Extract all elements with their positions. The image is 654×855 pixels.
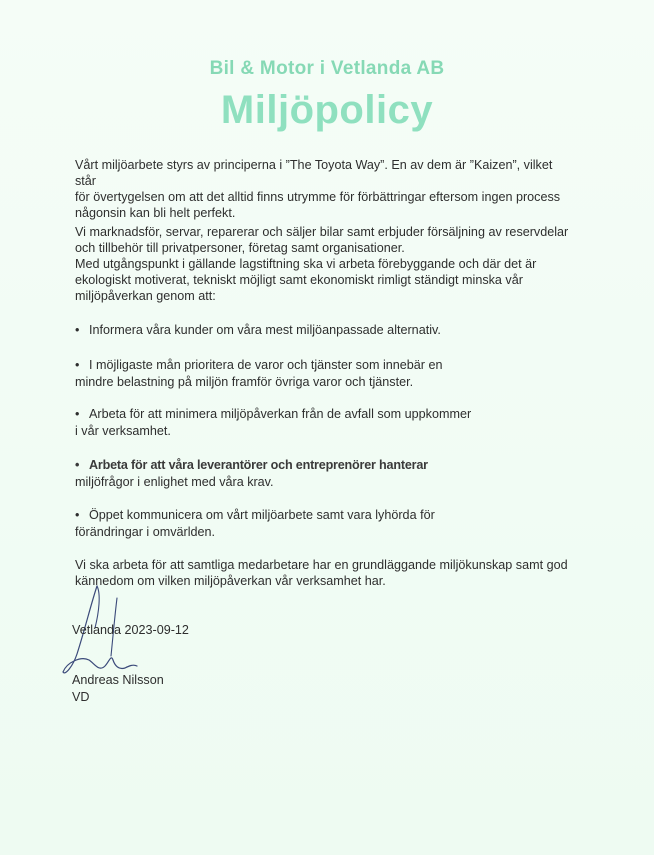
bullet-line: Arbeta för att minimera miljöpåverkan från de avfall som uppkommer	[89, 407, 472, 421]
signer-name: Andreas Nilsson	[72, 673, 164, 687]
paragraph-line: Vi ska arbeta för att samtliga medarbetare har en grundläggande miljökunskap samt god	[75, 558, 568, 572]
business-paragraph	[75, 224, 575, 304]
paragraph-line: Vi marknadsför, servar, reparerar och säljer bilar samt erbjuder försäljning av reservdelar	[75, 225, 569, 239]
paragraph-line: kännedom om vilken miljöpåverkan vår verksamhet har.	[75, 574, 386, 588]
paragraph-line: och tillbehör till privatpersoner, företag samt organisationer.	[75, 241, 405, 255]
paragraph-line: miljöpåverkan genom att:	[75, 289, 216, 303]
bullet-line: Informera våra kunder om våra mest miljöanpassade alternativ.	[89, 323, 441, 337]
bullet-item	[75, 457, 575, 491]
place-date: Vetlanda 2023-09-12	[72, 623, 189, 637]
paragraph-line: ekologiskt motiverat, tekniskt möjligt samt ekonomiskt rimligt ständigt minska vår	[75, 273, 523, 287]
bullet-icon: •	[75, 358, 80, 372]
bullet-line: Arbeta för att våra leverantörer och entreprenörer hanterar	[89, 458, 428, 472]
bullet-icon: •	[75, 407, 80, 421]
bullet-icon: •	[75, 323, 80, 337]
bullet-icon: •	[75, 508, 80, 522]
bullet-line: miljöfrågor i enlighet med våra krav.	[75, 475, 274, 489]
bullet-line: i vår verksamhet.	[75, 424, 171, 438]
bullet-item	[75, 406, 575, 440]
bullet-line: I möjligaste mån prioritera de varor och tjänster som innebär en	[89, 358, 443, 372]
bullet-icon: •	[75, 458, 80, 472]
bullet-line: Öppet kommunicera om vårt miljöarbete samt vara lyhörda för	[89, 508, 435, 522]
bullet-line: mindre belastning på miljön framför övriga varor och tjänster.	[75, 375, 414, 389]
page-title: Miljöpolicy	[220, 88, 434, 132]
closing-paragraph	[75, 557, 575, 589]
paragraph-line: för övertygelsen om att det alltid finns utrymme för förbättringar eftersom ingen process	[75, 190, 561, 204]
bullet-item	[75, 322, 575, 339]
bullet-item	[75, 507, 575, 541]
bullet-line: förändringar i omvärlden.	[75, 525, 216, 539]
company-name: Bil & Motor i Vetlanda AB	[209, 58, 445, 79]
bullet-item	[75, 357, 575, 391]
paragraph-line: någonsin kan bli helt perfekt.	[75, 206, 236, 220]
paragraph-line: Med utgångspunkt i gällande lagstiftning ska vi arbeta förebyggande och där det är	[75, 257, 537, 271]
signer-role: VD	[72, 690, 90, 704]
intro-paragraph	[75, 157, 575, 221]
paragraph-line: Vårt miljöarbete styrs av principerna i ”The Toyota Way”. En av dem är ”Kaizen”, vilket står	[75, 158, 553, 188]
